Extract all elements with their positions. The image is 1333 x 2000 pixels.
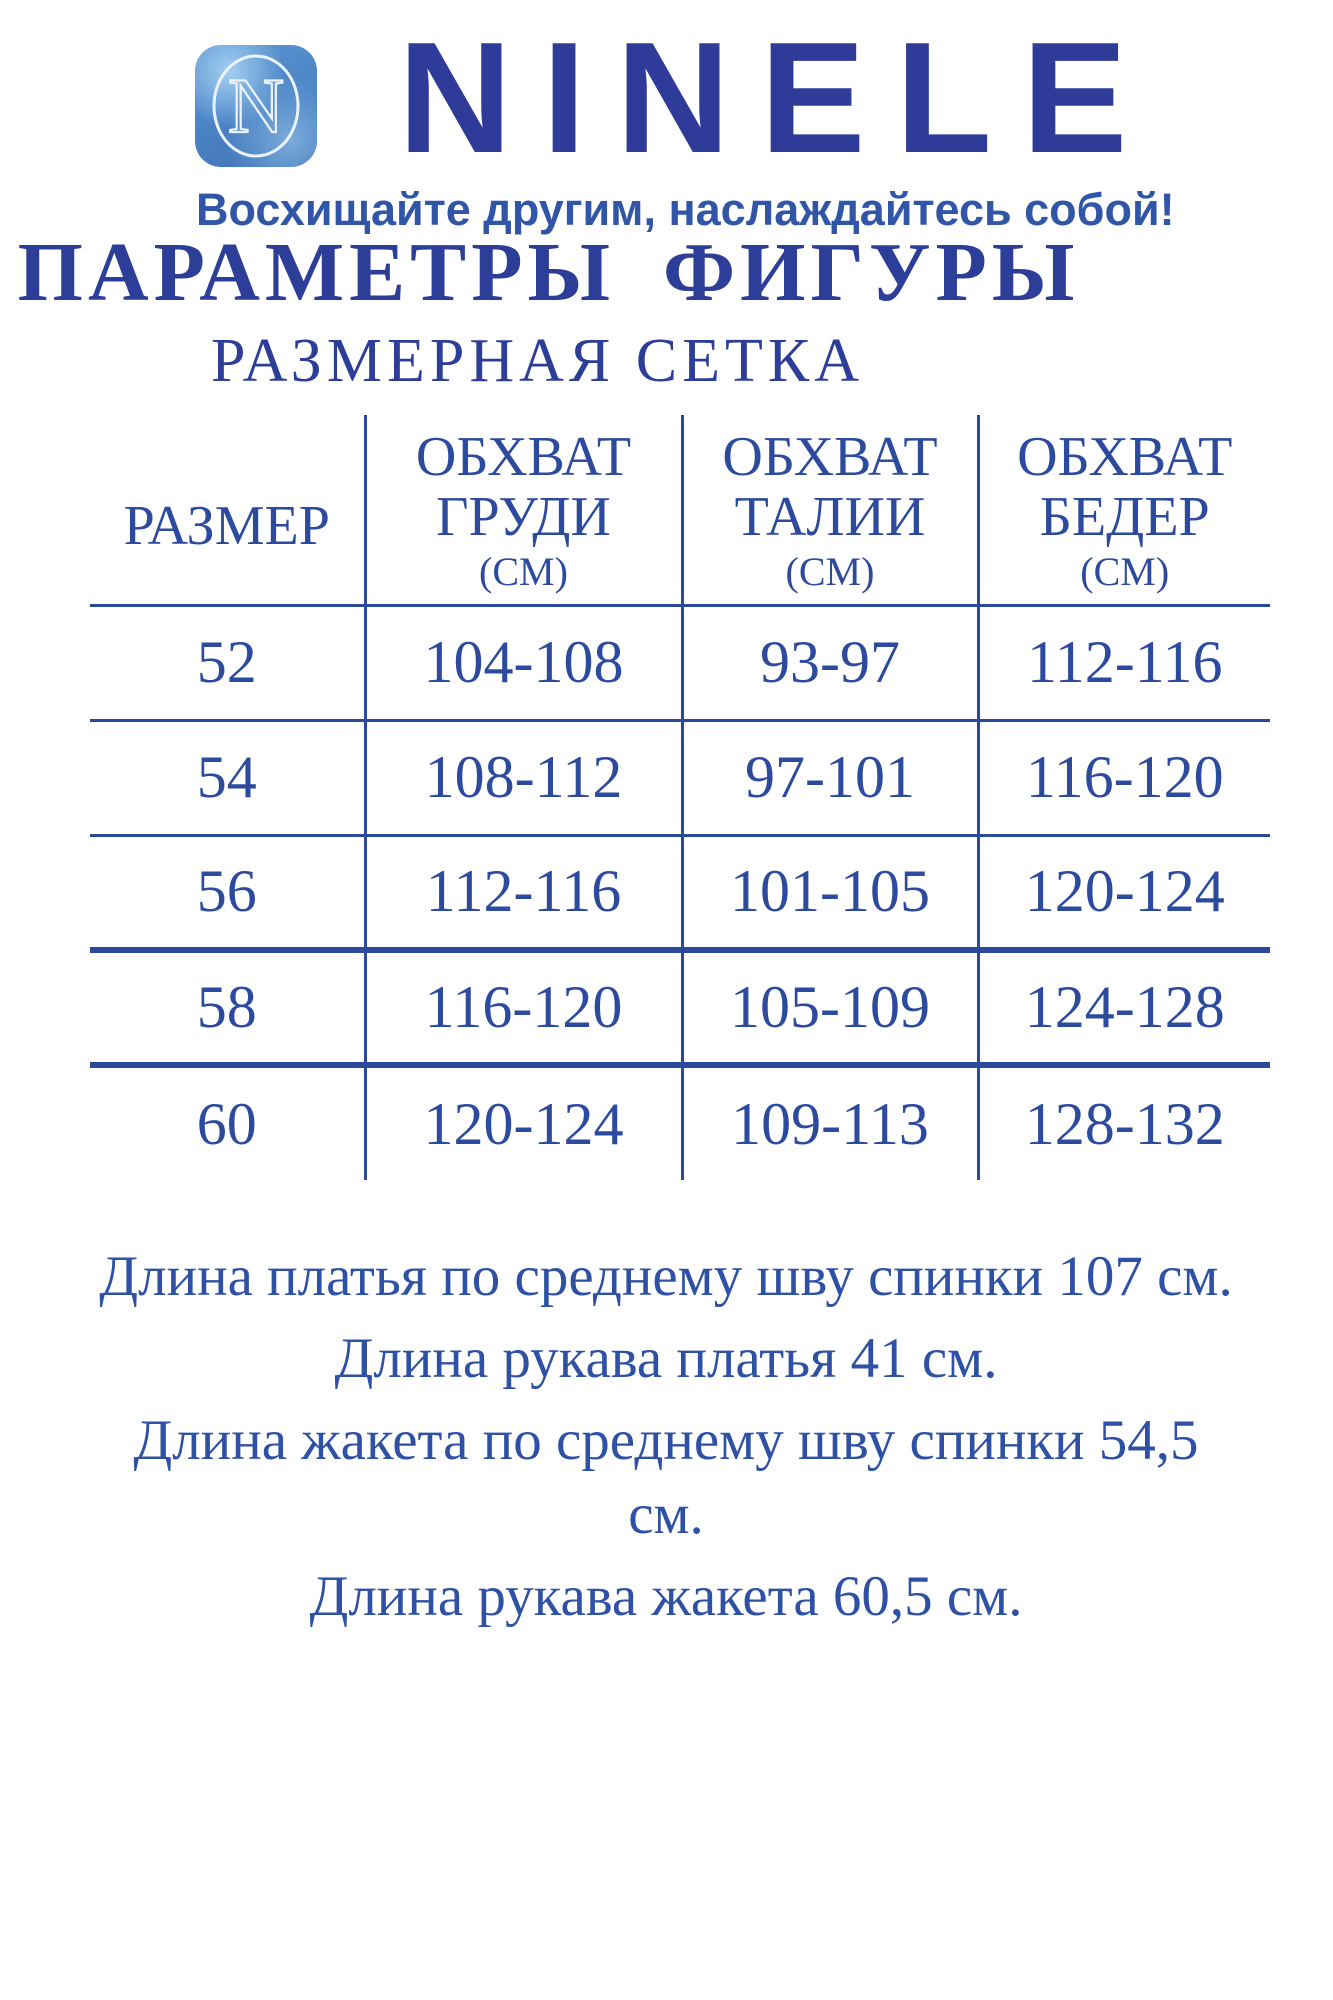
cell-chest: 120-124 (365, 1065, 682, 1180)
table-row-size-58 (90, 950, 1270, 1065)
cell-waist: 109-113 (682, 1065, 978, 1180)
column-header-hips (978, 415, 1270, 605)
table-row-size-52 (90, 605, 1270, 720)
cell-hips: 112-116 (1026, 629, 1223, 695)
table-header-row (90, 415, 1270, 605)
cell-size: 54 (90, 720, 365, 835)
cell-hips: 124-128 (1024, 974, 1225, 1040)
table-row-size-54 (90, 720, 1270, 835)
cell-chest: 108-112 (365, 720, 682, 835)
cell-chest: 104-108 (365, 605, 682, 720)
column-header-chest (365, 415, 682, 605)
column-header-size: РАЗМЕР (90, 415, 365, 605)
cell-chest: 116-120 (365, 950, 682, 1065)
note-jacket-length: Длина жакета по среднему шву спинки 54,5 см. (133, 1409, 1199, 1547)
column-header-hips-label: ОБХВАТ БЕДЕР (1017, 425, 1233, 549)
cell-waist: 101-105 (682, 835, 978, 950)
cell-size: 56 (90, 835, 365, 950)
page-title: ПАРАМЕТРЫ ФИГУРЫ (17, 226, 1080, 319)
column-header-waist (682, 415, 978, 605)
page-subtitle: РАЗМЕРНАЯ СЕТКА (211, 327, 864, 395)
table-row-size-60 (90, 1065, 1270, 1180)
logo-letter: N (227, 62, 285, 149)
brand-logo-icon (195, 45, 317, 167)
cell-size: 60 (90, 1065, 365, 1180)
measurement-notes (76, 1240, 1256, 1642)
table-row-size-56 (90, 835, 1270, 950)
brand-tagline: Восхищайте другим, наслаждайтесь собой! (196, 184, 1175, 235)
cell-chest: 112-116 (365, 835, 682, 950)
cell-hips: 120-124 (1024, 858, 1225, 925)
cell-hips: 128-132 (1024, 1090, 1225, 1157)
brand-name: NINELE (398, 10, 1158, 186)
cell-waist: 105-109 (682, 950, 978, 1065)
note-dress-sleeve-length: Длина рукава платья 41 см. (334, 1327, 998, 1391)
cell-size: 52 (90, 605, 365, 720)
logo-n-icon (195, 45, 317, 167)
column-header-waist-unit: (СМ) (785, 548, 875, 594)
cell-waist: 97-101 (682, 720, 978, 835)
cell-hips: 116-120 (1025, 744, 1224, 810)
note-dress-length: Длина платья по среднему шву спинки 107 см. (99, 1245, 1233, 1308)
column-header-chest-label: ОБХВАТ ГРУДИ (415, 425, 632, 549)
column-header-hips-unit: (СМ) (1080, 548, 1170, 594)
column-header-waist-label: ОБХВАТ ТАЛИИ (722, 425, 938, 549)
column-header-chest-unit: (СМ) (479, 548, 568, 594)
size-table (90, 415, 1270, 1180)
cell-size: 58 (90, 950, 365, 1065)
note-jacket-sleeve-length: Длина рукава жакета 60,5 см. (309, 1565, 1023, 1629)
cell-waist: 93-97 (682, 605, 978, 720)
